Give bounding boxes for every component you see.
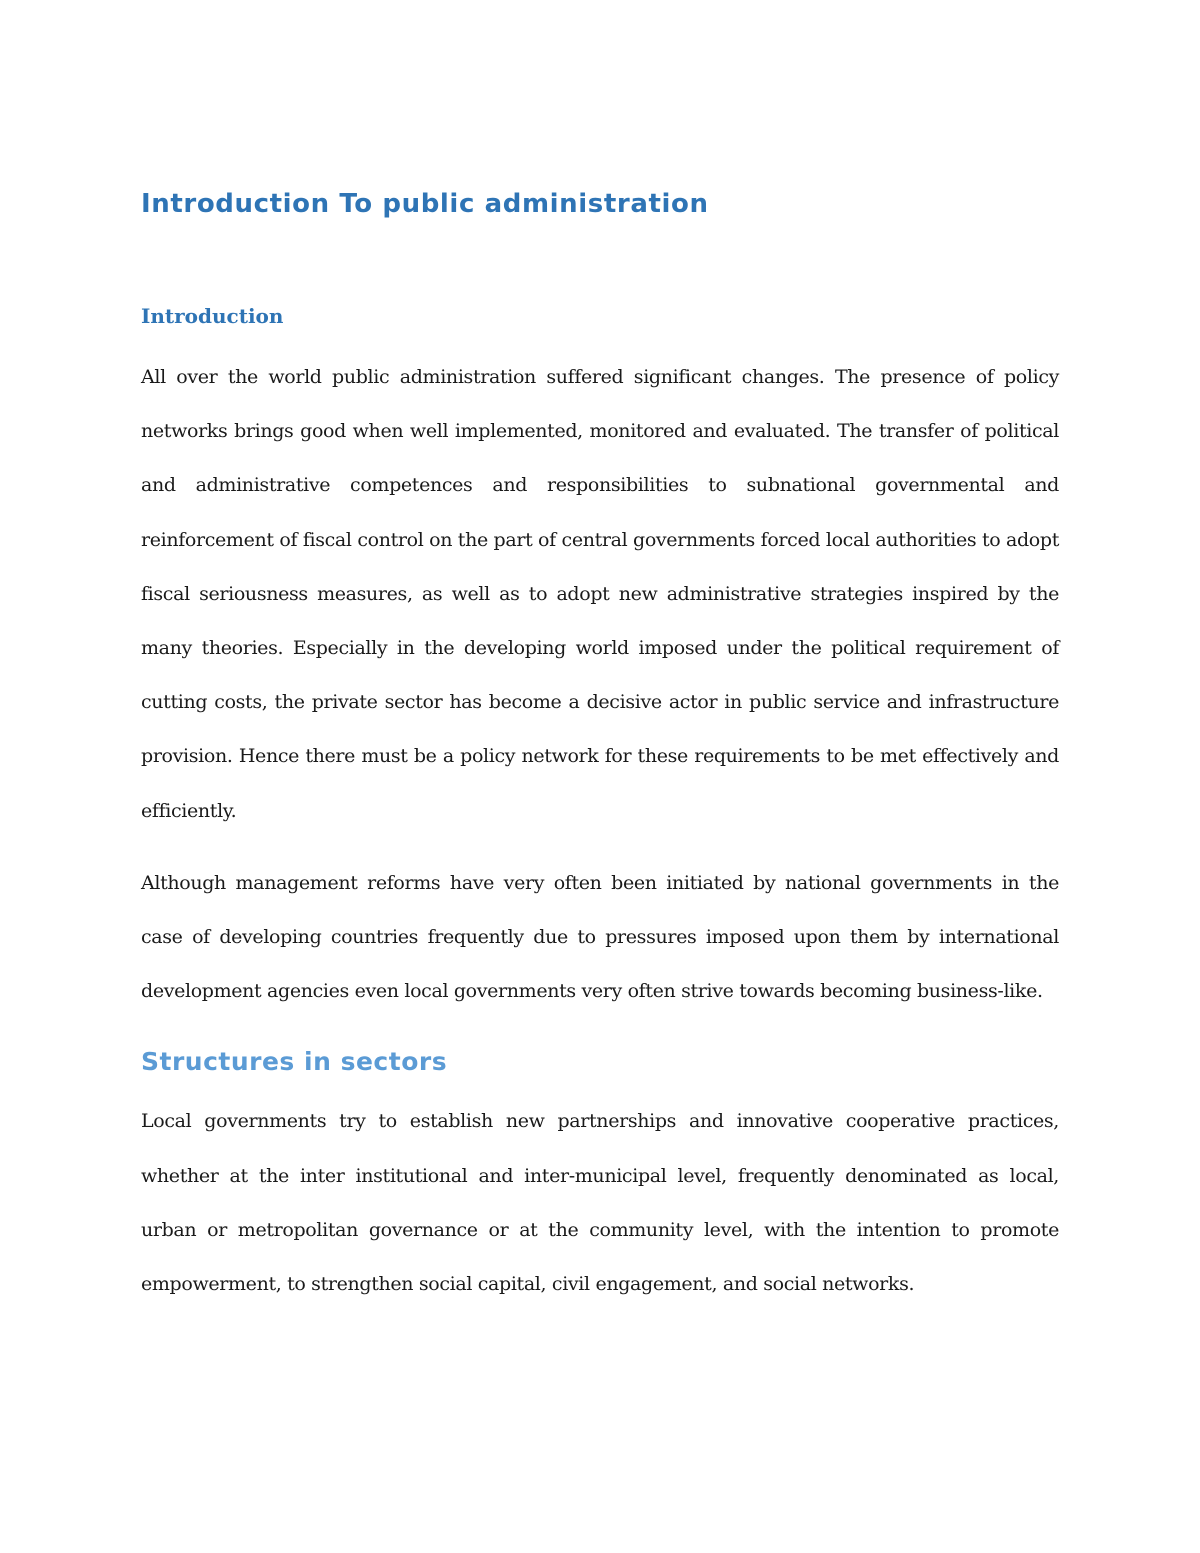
paragraph-structures-1: Local governments try to establish new partnerships and innovative cooperative practices, whether at the inter institutional and inter-municipal level, frequently denominated as local, urban or metropolitan governance or at the community level, with the intention to promote empowerment, to strengthen social capital, civil engagement, and social networks. xyxy=(141,1110,1059,1296)
document-content xyxy=(141,180,1059,1311)
section-heading-introduction: Introduction xyxy=(141,304,284,328)
document-title: Introduction To public administration xyxy=(141,189,709,219)
section-heading-structures: Structures in sectors xyxy=(141,1047,448,1077)
paragraph-introduction-2: Although management reforms have very often been initiated by national governments in the case of developing countries frequently due to pressures imposed upon them by international development agencies even local governments very often strive towards becoming business-like. xyxy=(141,871,1059,1003)
paragraph-introduction-1: All over the world public administration suffered significant changes. The presence of policy networks brings good when well implemented, monitored and evaluated. The transfer of political and administrative competences and responsibilities to subnational governmental and reinforcement of fiscal control on the part of central governments forced local authorities to adopt fiscal seriousness measures, as well as to adopt new administrative strategies inspired by the many theories. Especially in the developing world imposed under the political requirement of cutting costs, the private sector has become a decisive actor in public service and infrastructure provision. Hence there must be a policy network for these requirements to be met effectively and efficiently. xyxy=(141,366,1059,822)
